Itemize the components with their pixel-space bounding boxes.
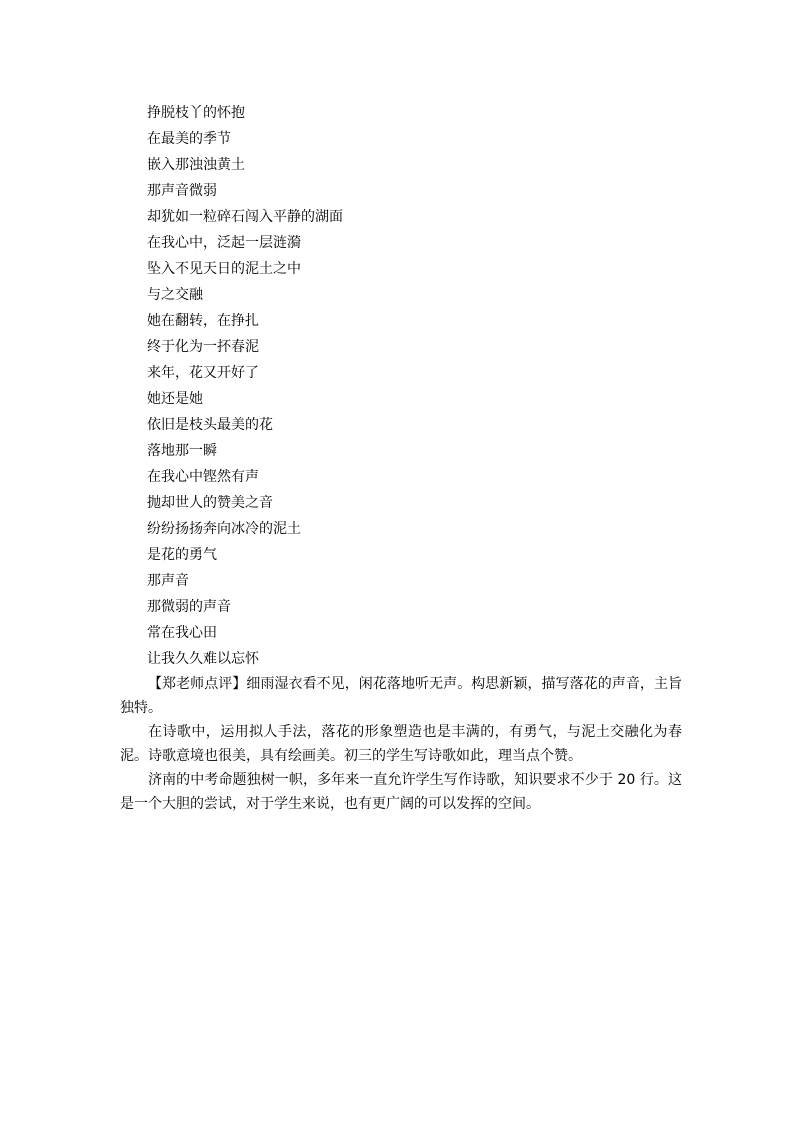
poem-line: 与之交融: [147, 287, 203, 303]
poem-line: 却犹如一粒碎石闯入平静的湖面: [147, 209, 343, 225]
poem-line: 是花的勇气: [147, 547, 217, 563]
poem-line: 纷纷扬扬奔向冰冷的泥土: [147, 521, 301, 537]
poem-line: 依旧是枝头最美的花: [147, 417, 273, 433]
commentary-paragraph: 在诗歌中，运用拟人手法，落花的形象塑造也是丰满的，有勇气，与泥土交融化为春泥。诗歌意境也很美，具有绘画美。初三的学生写诗歌如此，理当点个赞。: [120, 724, 682, 764]
poem-line: 嵌入那浊浊黄土: [147, 157, 245, 173]
poem-line: 终于化为一抔春泥: [147, 339, 259, 355]
poem-line: 她在翻转，在挣扎: [147, 313, 259, 329]
poem-line: 落地那一瞬: [147, 443, 217, 459]
poem-line: 在我心中铿然有声: [147, 469, 259, 485]
poem-line: 挣脱枝丫的怀抱: [147, 105, 245, 121]
poem-line: 那微弱的声音: [147, 599, 231, 615]
teacher-commentary: [120, 672, 682, 816]
commentary-paragraph: 【郑老师点评】细雨湿衣看不见，闲花落地听无声。构思新颖，描写落花的声音，主旨独特。: [120, 676, 682, 716]
poem-line: 在最美的季节: [147, 131, 231, 147]
poem-line: 让我久久难以忘怀: [147, 651, 259, 667]
poem-line: 抛却世人的赞美之音: [147, 495, 273, 511]
poem-line: 在我心中，泛起一层涟漪: [147, 235, 301, 251]
commentary-paragraph: 济南的中考命题独树一帜，多年来一直允许学生写作诗歌，知识要求不少于 20 行。这是一个大胆的尝试，对于学生来说，也有更广阔的可以发挥的空间。: [120, 772, 682, 812]
poem-line: 那声音: [147, 573, 189, 589]
poem: [120, 100, 682, 672]
poem-line: 坠入不见天日的泥土之中: [147, 261, 301, 277]
document-page: [120, 100, 682, 816]
poem-line: 常在我心田: [147, 625, 217, 641]
poem-line: 那声音微弱: [147, 183, 217, 199]
poem-line: 她还是她: [147, 391, 203, 407]
poem-line: 来年，花又开好了: [147, 365, 259, 381]
